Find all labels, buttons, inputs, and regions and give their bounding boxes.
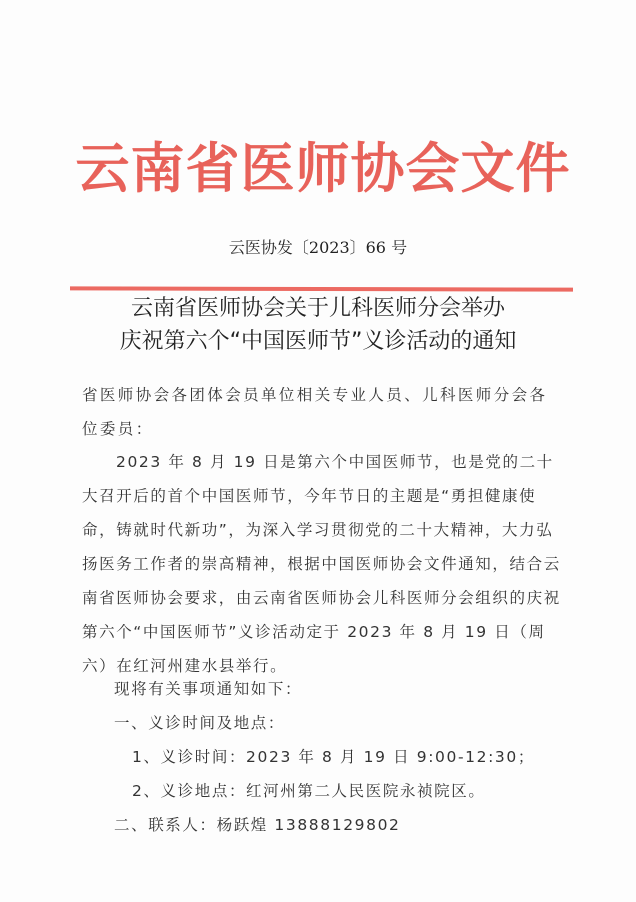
red-divider-rule — [70, 286, 573, 291]
document-header-title: 云南省医师协会文件 — [75, 136, 571, 200]
item-1-time: 1、义诊时间：2023 年 8 月 19 日 9:00-12:30； — [132, 748, 535, 766]
body-paragraph: 2023 年 8 月 19 日是第六个中国医师节，也是党的二十大召开后的首个中国医师节，今年节日的主题是“勇担健康使命，铸就时代新功”，为深入学习贯彻党的二十大精神，大力弘扬医务工作者的崇高精神，根据中国医师协会文件通知，结合云南省医师协会要求，由云南省医师协会儿科医师分会组织的庆祝第六个“中国医师节”义诊活动定于 2023 年 8 月 19 日（周六）在红河州建水县举行。 — [82, 453, 561, 675]
item-2-location: 2、义诊地点：红河州第二人民医院永祯院区。 — [132, 782, 486, 800]
intro-line: 现将有关事项通知如下： — [114, 680, 303, 698]
notice-title-line-1: 云南省医师协会关于儿科医师分会举办 — [130, 296, 505, 321]
document-number: 云医协发〔2023〕66 号 — [228, 238, 408, 257]
addressee: 省医师协会各团体会员单位相关专业人员、儿科医师分会各位委员： — [82, 386, 548, 438]
notice-title — [0, 292, 636, 358]
notice-title-line-2: 庆祝第六个“中国医师节”义诊活动的通知 — [119, 329, 517, 354]
section-1-heading: 一、义诊时间及地点： — [114, 714, 286, 732]
section-2-contact: 二、联系人：杨跃煌 13888129802 — [114, 816, 401, 834]
